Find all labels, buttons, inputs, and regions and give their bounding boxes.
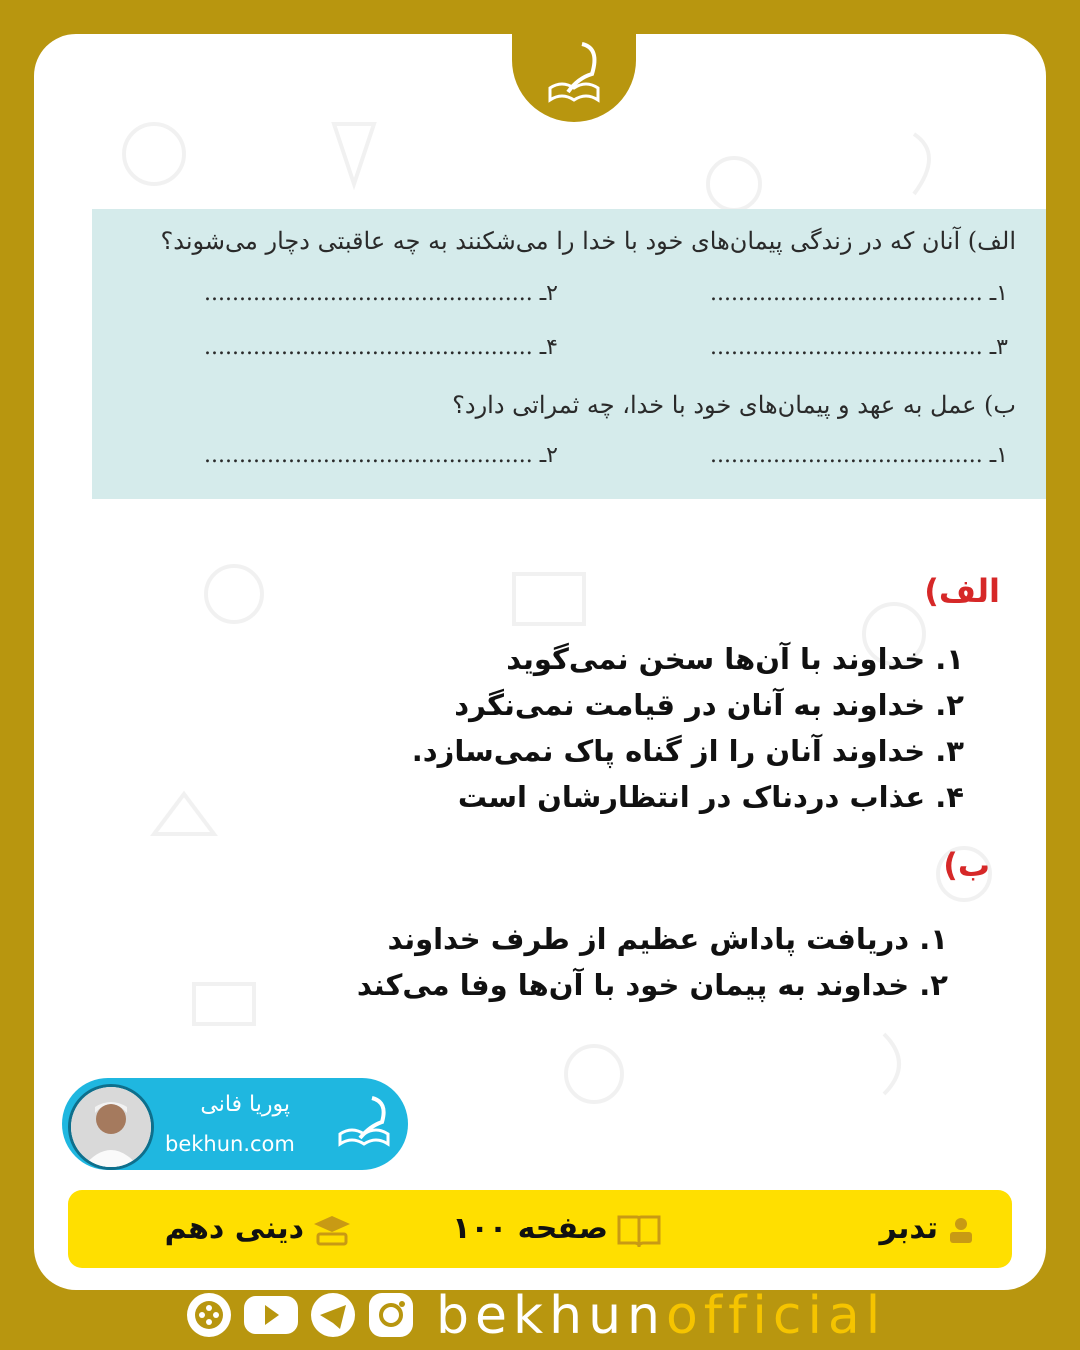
answer-blank-3: ۳ـ ....................................... <box>710 335 1008 360</box>
textbook-question-box <box>92 209 1046 499</box>
youtube-icon[interactable] <box>242 1290 300 1340</box>
brand-handle[interactable]: bekhunofficial <box>436 1286 887 1346</box>
author-site-link[interactable]: bekhun.com <box>165 1132 295 1156</box>
list-item: ۴. عذاب دردناک در انتظارشان است <box>457 780 964 814</box>
list-item: ۲. خداوند به آنان در قیامت نمی‌نگرد <box>454 688 964 722</box>
bekhun-logo-icon <box>332 1094 400 1154</box>
footer-bar <box>0 1286 1080 1350</box>
answer-list-alef <box>412 636 964 820</box>
author-badge[interactable] <box>62 1078 408 1170</box>
answer-blank-1: ۱ـ ....................................... <box>710 281 1008 306</box>
instagram-icon[interactable] <box>366 1290 416 1340</box>
answer-blank-row <box>148 443 1008 477</box>
list-item: ۱. دریافت پاداش عظیم از طرف خداوند <box>387 922 948 956</box>
list-item: ۲. خداوند به پیمان خود با آن‌ها وفا می‌کند <box>356 968 948 1002</box>
answer-blank-2: ۲ـ ............................................... <box>204 281 558 306</box>
info-page: صفحه ۱۰۰ <box>452 1190 662 1268</box>
graduation-cap-icon <box>312 1214 352 1246</box>
list-item: ۱. خداوند با آن‌ها سخن نمی‌گوید <box>506 642 964 676</box>
answer-blank-row <box>148 335 1008 369</box>
answer-blank-row <box>148 281 1008 315</box>
telegram-icon[interactable] <box>308 1290 358 1340</box>
teacher-icon <box>946 1215 976 1245</box>
answer-blank-4: ۴ـ ............................................... <box>204 335 558 360</box>
answer-heading-be: ب) <box>943 846 990 884</box>
lesson-info-bar <box>68 1190 1012 1268</box>
answer-heading-alef: الف) <box>924 572 1000 610</box>
avatar <box>68 1084 154 1170</box>
list-item: ۳. خداوند آنان را از گناه پاک نمی‌سازد. <box>411 734 964 768</box>
question-part-a: الف) آنان که در زندگی پیمان‌های خود با خدا را می‌شکنند به چه عاقبتی دچار می‌شوند؟ <box>160 227 1016 255</box>
info-subject: دینی دهم <box>165 1190 352 1268</box>
answer-list-be <box>357 916 948 1008</box>
answer-blank-2: ۲ـ ............................................... <box>204 443 558 468</box>
question-part-b: ب) عمل به عهد و پیمان‌های خود با خدا، چه ثمراتی دارد؟ <box>452 391 1016 419</box>
film-icon[interactable] <box>184 1290 234 1340</box>
info-type: تدبر <box>879 1190 976 1268</box>
book-icon <box>616 1213 662 1247</box>
author-name: پوریا فانی <box>200 1092 290 1117</box>
answer-blank-1: ۱ـ ....................................... <box>710 443 1008 468</box>
feather-book-logo-icon <box>538 38 610 114</box>
